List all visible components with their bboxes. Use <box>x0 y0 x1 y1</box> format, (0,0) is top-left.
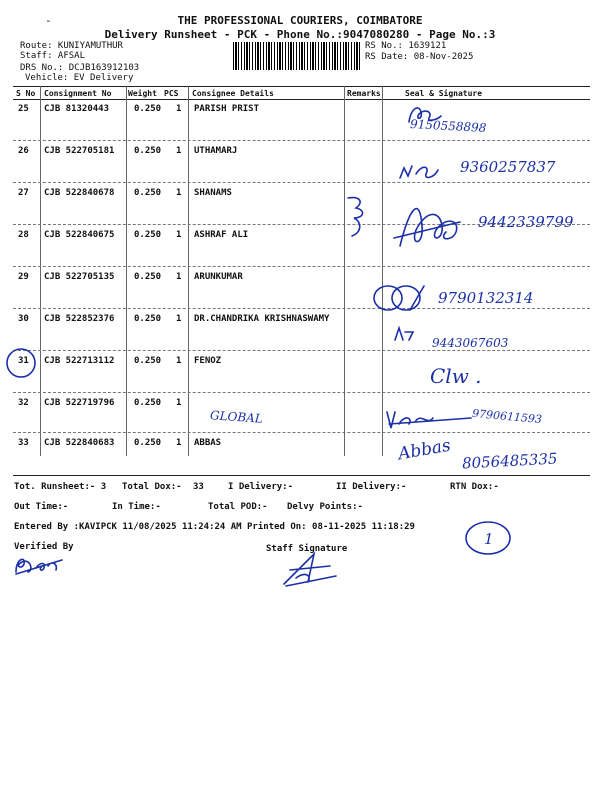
row-divider <box>13 266 590 267</box>
ii-delivery: II Delivery:- <box>336 482 407 492</box>
row-pcs: 1 <box>176 188 182 198</box>
phone-row25: 9150558898 <box>409 117 487 135</box>
row-consignment: CJB 522705181 <box>44 146 115 156</box>
row-weight: 0.250 <box>134 438 162 448</box>
company-title: THE PROFESSIONAL COURIERS, COIMBATORE <box>177 14 423 27</box>
staff-label: Staff: AFSAL <box>20 51 86 61</box>
row-weight: 0.250 <box>134 230 162 240</box>
row-pcs: 1 <box>176 398 182 408</box>
phone-row30: 9443067603 <box>432 336 509 350</box>
phone-row28: 9442339799 <box>478 213 574 231</box>
table-top-border <box>13 86 590 87</box>
verified-by: Verified By <box>14 542 74 552</box>
row-consignee: ABBAS <box>194 438 222 448</box>
route-label: Route: KUNIYAMUTHUR <box>20 41 123 51</box>
tot-runsheet: Tot. Runsheet:- 3 <box>14 482 107 492</box>
col-divider <box>40 86 41 456</box>
col-consignee: Consignee Details <box>192 89 274 98</box>
row-consignment: CJB 522852376 <box>44 314 115 324</box>
barcode <box>233 42 361 70</box>
row-consignment: CJB 522713112 <box>44 356 115 366</box>
row-sno: 32 <box>18 398 29 408</box>
row-consignment: CJB 522719796 <box>44 398 115 408</box>
i-delivery: I Delivery:- <box>228 482 294 492</box>
col-weight: Weight <box>128 89 157 98</box>
row-divider <box>13 350 590 351</box>
row-pcs: 1 <box>176 146 182 156</box>
row-pcs: 1 <box>176 438 182 448</box>
row-sno: 28 <box>18 230 29 240</box>
signature-row33-name: Abbas <box>396 435 453 465</box>
entered-by: Entered By :KAVIPCK 11/08/2025 11:24:24 AM <box>14 522 242 532</box>
total-dox-label: Total Dox:- <box>122 482 182 492</box>
row-sno: 29 <box>18 272 29 282</box>
table-header-border <box>13 99 590 100</box>
out-time: Out Time:- <box>14 502 69 512</box>
row-pcs: 1 <box>176 272 182 282</box>
col-pcs: PCS <box>164 89 179 98</box>
row-consignment: CJB 522840683 <box>44 438 115 448</box>
row-weight: 0.250 <box>134 356 162 366</box>
drs-number: DRS No.: DCJB163912103 <box>20 63 140 73</box>
rs-date: RS Date: 08-Nov-2025 <box>365 52 474 62</box>
row-sno: 33 <box>18 438 29 448</box>
row-divider <box>13 392 590 393</box>
rtn-dox: RTN Dox:- <box>450 482 499 492</box>
phone-row33: 8056485335 <box>461 449 558 473</box>
row-divider <box>13 308 590 309</box>
in-time: In Time:- <box>112 502 161 512</box>
signature-row27-28 <box>390 196 470 256</box>
row-consignee: FENOZ <box>194 356 222 366</box>
row-weight: 0.250 <box>134 104 162 114</box>
remark-row31: Clw . <box>430 364 482 388</box>
rs-number: RS No.: 1639121 <box>365 41 447 51</box>
delvy-points: Delvy Points:- <box>287 502 363 512</box>
vehicle-label: Vehicle: EV Delivery <box>25 73 134 83</box>
row-pcs: 1 <box>176 104 182 114</box>
row-divider <box>13 182 590 183</box>
col-seal-signature: Seal & Signature <box>405 89 483 98</box>
row-sno: 26 <box>18 146 29 156</box>
row-consignment: CJB 522705135 <box>44 272 115 282</box>
phone-row32: 9790611593 <box>471 406 543 427</box>
col-consignment: Consignment No <box>44 89 112 98</box>
row-weight: 0.250 <box>134 314 162 324</box>
signature-row30 <box>393 326 417 344</box>
row-consignment: CJB 81320443 <box>44 104 110 114</box>
bracket-mark <box>340 192 376 242</box>
row-sno: 30 <box>18 314 29 324</box>
row-weight: 0.250 <box>134 398 162 408</box>
row31-circle <box>4 346 38 380</box>
page-number-mark: 1 <box>484 530 494 548</box>
col-divider <box>344 86 345 456</box>
row-sno: 25 <box>18 104 29 114</box>
col-divider <box>126 86 127 456</box>
row-weight: 0.250 <box>134 146 162 156</box>
row-pcs: 1 <box>176 314 182 324</box>
row-sno: 27 <box>18 188 29 198</box>
row-consignee: ASHRAF ALI <box>194 230 249 240</box>
row-sno: 31 <box>18 356 29 366</box>
staff-signature <box>280 552 340 588</box>
signature-row29 <box>370 280 434 316</box>
row-consignee: UTHAMARJ <box>194 146 238 156</box>
row-divider <box>13 140 590 141</box>
row-pcs: 1 <box>176 230 182 240</box>
col-divider <box>382 86 383 456</box>
row-pcs: 1 <box>176 356 182 366</box>
phone-row29: 9790132314 <box>438 289 534 307</box>
col-sno: S No <box>16 89 36 98</box>
table-bottom-border <box>13 475 590 476</box>
remark-row32: GLOBAL <box>209 408 264 426</box>
row-consignee: ARUNKUMAR <box>194 272 243 282</box>
row-consignee: SHANAMS <box>194 188 232 198</box>
row-weight: 0.250 <box>134 188 162 198</box>
col-remarks: Remarks <box>347 89 381 98</box>
row-consignment: CJB 522840675 <box>44 230 115 240</box>
row-weight: 0.250 <box>134 272 162 282</box>
corner-mark: - <box>45 14 52 27</box>
row-consignee: DR.CHANDRIKA KRISHNASWAMY <box>194 314 330 324</box>
printed-on: Printed On: 08-11-2025 11:18:29 <box>247 522 415 532</box>
row-divider <box>13 432 590 433</box>
total-pod: Total POD:- <box>208 502 268 512</box>
staff-signature-label: Staff Signature <box>266 544 348 554</box>
total-dox-value: 33 <box>193 482 204 492</box>
signature-row32 <box>385 404 475 434</box>
verifier-signature <box>12 552 72 578</box>
runsheet-subtitle: Delivery Runsheet - PCK - Phone No.:9047080280 - Page No.:3 <box>104 28 496 41</box>
phone-row26: 9360257837 <box>460 158 556 176</box>
signature-row26 <box>398 160 448 186</box>
col-divider <box>188 86 189 456</box>
row-consignee: PARISH PRIST <box>194 104 260 114</box>
row-consignment: CJB 522840678 <box>44 188 115 198</box>
